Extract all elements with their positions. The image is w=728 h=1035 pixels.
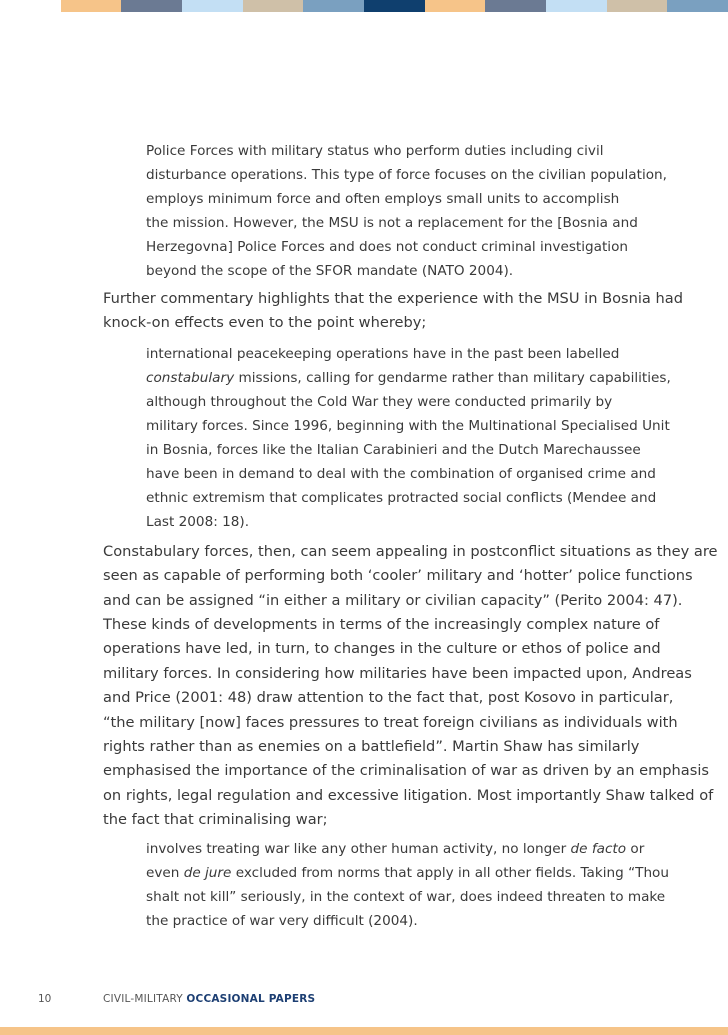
block-quote-nato — [146, 139, 667, 283]
emphasis-de-jure: de jure — [183, 864, 232, 881]
block-quote-shaw — [146, 837, 669, 933]
header-color-segment — [243, 0, 304, 12]
quote-text: excluded from norms that apply in all other fields. Taking “Thou — [231, 864, 669, 881]
header-color-segment — [121, 0, 182, 12]
header-color-segment — [182, 0, 243, 12]
quote-line: Police Forces with military status who perform duties including civil — [146, 143, 604, 159]
quote-line: employs minimum force and often employs small units to accomplish — [146, 191, 620, 207]
header-color-segment — [61, 0, 122, 12]
series-prefix: CIVIL-MILITARY — [103, 993, 187, 1005]
header-color-segment — [667, 0, 728, 12]
paragraph-line: on rights, legal regulation and excessive litigation. Most importantly Shaw talked of — [103, 786, 714, 804]
header-color-segment — [364, 0, 425, 12]
quote-line — [146, 837, 645, 861]
quote-line: beyond the scope of the SFOR mandate (NATO 2004). — [146, 263, 514, 279]
quote-line: the mission. However, the MSU is not a replacement for the [Bosnia and — [146, 215, 638, 231]
paragraph-line: These kinds of developments in terms of the increasingly complex nature of — [103, 616, 660, 634]
paragraph-line: the fact that criminalising war; — [103, 811, 328, 829]
quote-line: Last 2008: 18). — [146, 513, 250, 530]
header-color-segment — [485, 0, 546, 12]
footer-color-bar — [0, 1027, 728, 1035]
quote-line: have been in demand to deal with the combination of organised crime and — [146, 465, 656, 482]
quote-text: even — [146, 864, 184, 881]
block-quote-mendee-last — [146, 342, 671, 534]
quote-line: shalt not kill” seriously, in the context of war, does indeed threaten to make — [146, 888, 666, 905]
page-number: 10 — [38, 993, 52, 1005]
series-title — [103, 993, 315, 1005]
series-accent: OCCASIONAL PAPERS — [186, 993, 316, 1005]
paragraph-line: Further commentary highlights that the experience with the MSU in Bosnia had — [103, 290, 683, 307]
quote-line-rest: missions, calling for gendarme rather than military capabilities, — [234, 369, 671, 386]
header-color-segment — [607, 0, 668, 12]
paragraph-line: seen as capable of performing both ‘cooler’ military and ‘hotter’ police functions — [103, 567, 693, 585]
header-color-segment — [425, 0, 486, 12]
paragraph-line: and can be assigned “in either a military or civilian capacity” (Perito 2004: 47). — [103, 591, 683, 609]
page-footer — [0, 993, 728, 1009]
quote-line: in Bosnia, forces like the Italian Carabinieri and the Dutch Marechaussee — [146, 441, 641, 458]
quote-line: Herzegovna] Police Forces and does not conduct criminal investigation — [146, 239, 629, 255]
quote-line: international peacekeeping operations have in the past been labelled — [146, 345, 620, 362]
paragraph-constabulary-forces — [103, 540, 718, 833]
paragraph-line: knock-on effects even to the point whereby; — [103, 314, 427, 332]
header-color-bar — [0, 0, 728, 12]
paragraph-line: Constabulary forces, then, can seem appealing in postconflict situations as they are — [103, 542, 718, 560]
emphasis-constabulary: constabulary — [146, 369, 235, 386]
paragraph-line: operations have led, in turn, to changes in the culture or ethos of police and — [103, 640, 661, 658]
quote-line — [146, 861, 669, 885]
quote-line — [146, 366, 671, 390]
quote-line: ethnic extremism that complicates protracted social conflicts (Mendee and — [146, 489, 657, 506]
quote-text: involves treating war like any other human activity, no longer — [146, 840, 571, 857]
paragraph-line: and Price (2001: 48) draw attention to the fact that, post Kosovo in particular, — [103, 689, 674, 707]
header-color-segment — [546, 0, 607, 12]
paragraph-line: rights rather than as enemies on a battlefield”. Martin Shaw has similarly — [103, 738, 640, 756]
quote-line: military forces. Since 1996, beginning with the Multinational Specialised Unit — [146, 417, 670, 434]
page-body — [103, 139, 718, 933]
paragraph-line: emphasised the importance of the criminalisation of war as driven by an emphasis — [103, 762, 709, 780]
paragraph-commentary — [103, 287, 683, 336]
quote-line: although throughout the Cold War they were conducted primarily by — [146, 393, 613, 410]
header-color-segment — [0, 0, 61, 12]
quote-text: or — [626, 840, 645, 857]
paragraph-line: “the military [now] faces pressures to treat foreign civilians as individuals with — [103, 713, 678, 731]
emphasis-de-facto: de facto — [570, 840, 627, 857]
paragraph-line: military forces. In considering how militaries have been impacted upon, Andreas — [103, 664, 692, 682]
header-color-segment — [303, 0, 364, 12]
quote-line: the practice of war very difficult (2004). — [146, 912, 418, 929]
quote-line: disturbance operations. This type of force focuses on the civilian population, — [146, 167, 667, 183]
